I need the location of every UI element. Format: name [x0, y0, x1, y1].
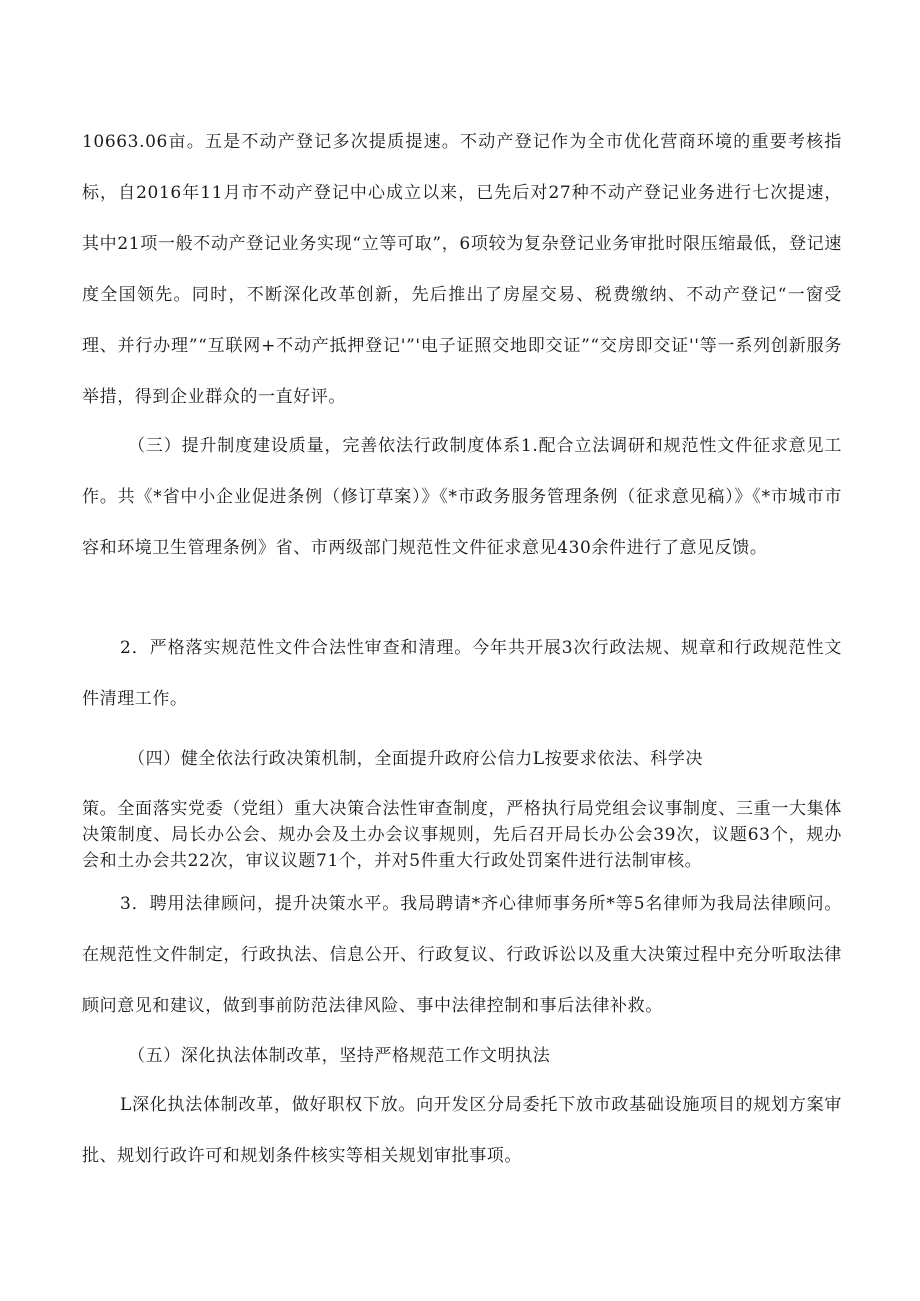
paragraph-legal-counsel: 3．聘用法律顾问，提升决策水平。我局聘请*齐心律师事务所*等5名律师为我局法律顾问。在规范性文件制定，行政执法、信息公开、行政复议、行政诉讼以及重大决策过程中充分听取法律顾问意见和建议，做到事前防范法律风险、事中法律控制和事后法律补救。 — [82, 894, 842, 1016]
paragraph-normative-document-review: 2．严格落实规范性文件合法性审查和清理。今年共开展3次行政法规、规章和行政规范性文件清理工作。 — [82, 638, 842, 709]
paragraph-section-three-system-building: （三）提升制度建设质量，完善依法行政制度体系1.配合立法调研和规范性文件征求意见工作。共《*省中小企业促进条例（修订草案）》《*市政务服务管理条例（征求意见稿）》《*市城市市容和环境卫生管理条例》省、市两级部门规范性文件征求意见430余件进行了意见反馈。 — [82, 436, 842, 558]
paragraph-section-four-heading: （四）健全依法行政决策机制，全面提升政府公信力L按要求依法、科学决 — [128, 749, 704, 769]
paragraph-decentralization: L深化执法体制改革，做好职权下放。向开发区分局委托下放市政基础设施项目的规划方案审批、规划行政许可和规划条件核实等相关规划审批事项。 — [82, 1095, 842, 1166]
paragraph-land-registration: 10663.06亩。五是不动产登记多次提质提速。不动产登记作为全市优化营商环境的重要考核指标，自2016年11月市不动产登记中心成立以来，已先后对27种不动产登记业务进行七次提速，其中21项一般不动产登记业务实现“立等可取”，6项较为复杂登记业务审批时限压缩最低，登记速度全国领先。同时，不断深化改革创新，先后推出了房屋交易、税费缴纳、不动产登记“一窗受理、并行办理”“互联网+不动产抵押登记'”'电子证照交地即交证”“交房即交证''等一系列创新服务举措，得到企业群众的一直好评。 — [82, 132, 842, 407]
paragraph-section-four-body: 策。全面落实党委（党组）重大决策合法性审查制度，严格执行局党组会议事制度、三重一大集体决策制度、局长办公会、规办会及土办会议事规则，先后召开局长办公会39次，议题63个，规办会和土办会共22次，审议议题71个，并对5件重大行政处罚案件进行法制审核。 — [82, 799, 842, 871]
paragraph-section-five-heading: （五）深化执法体制改革，坚持严格规范工作文明执法 — [128, 1046, 551, 1066]
